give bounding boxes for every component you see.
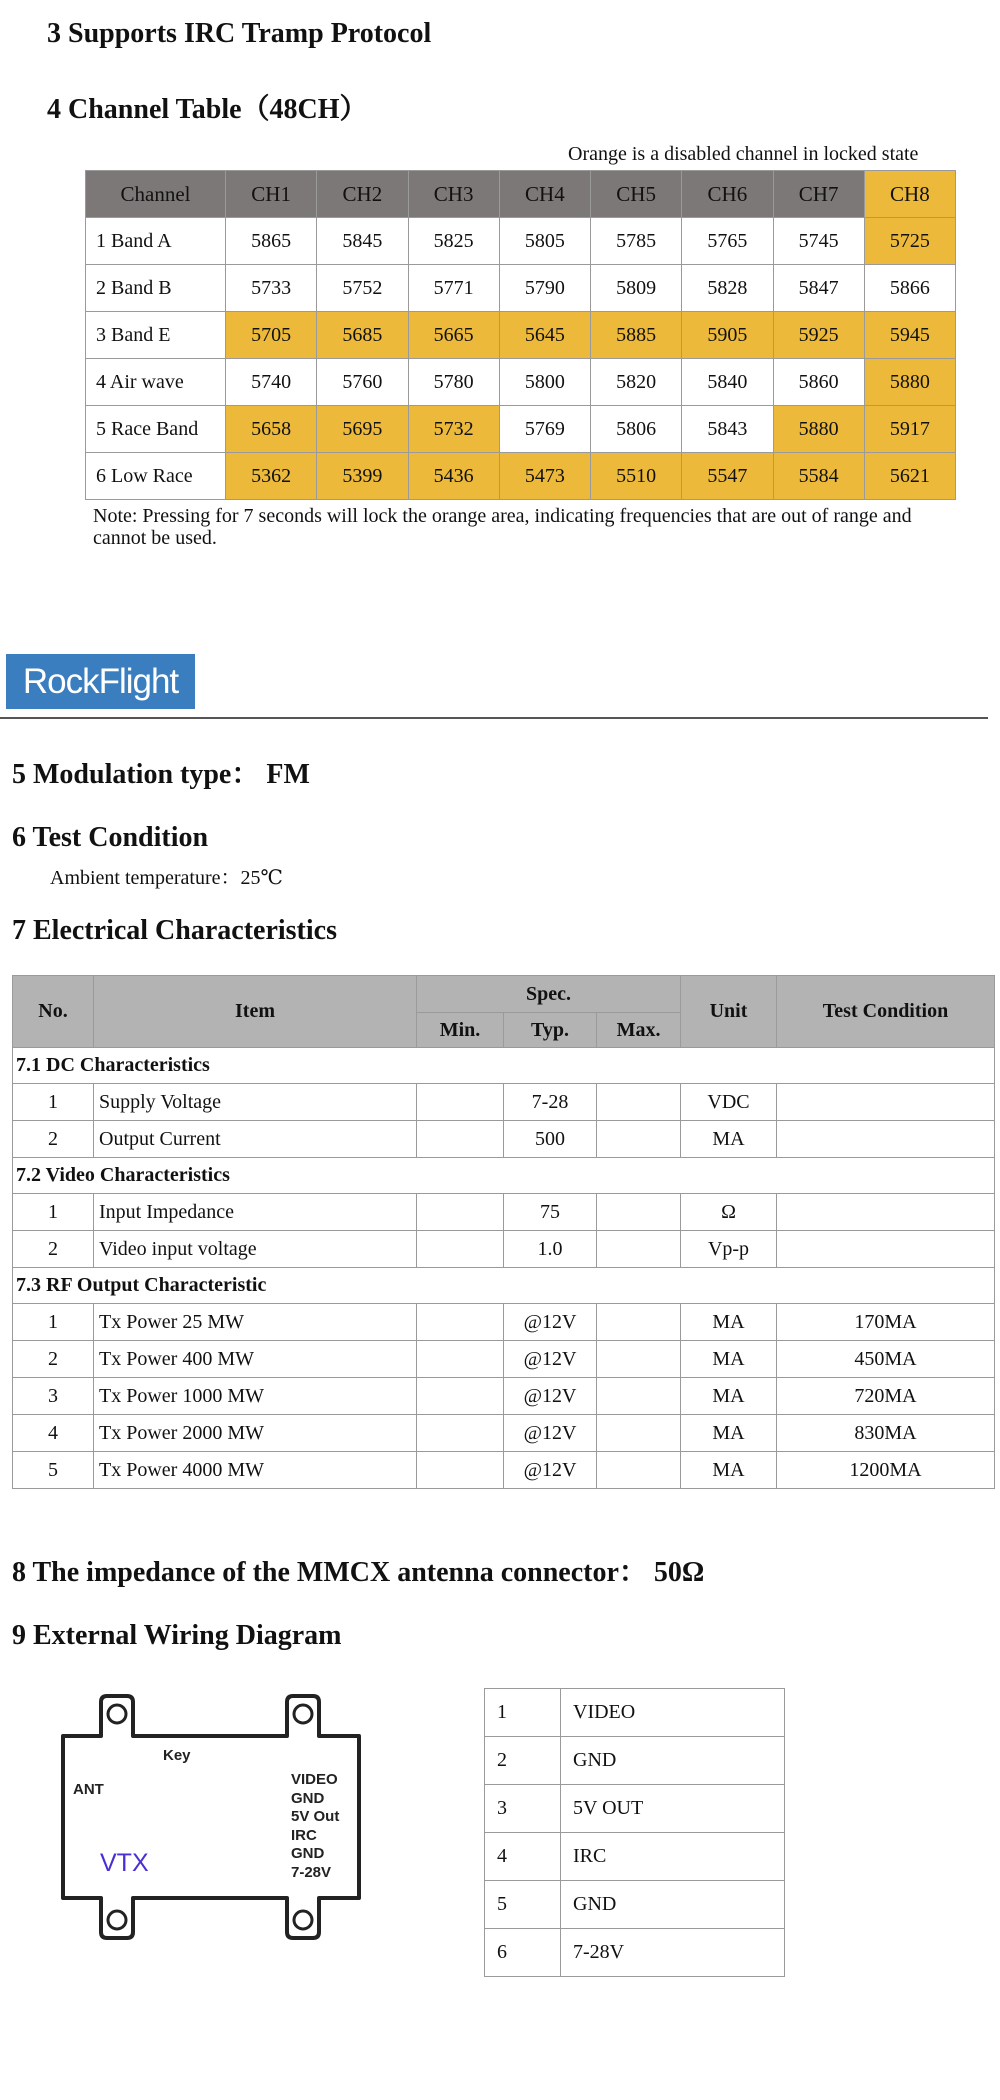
- spec-max: [597, 1341, 681, 1378]
- spec-typ: 75: [504, 1194, 597, 1231]
- frequency-cell: 5733: [226, 265, 317, 312]
- pin-name: 7-28V: [561, 1929, 785, 1977]
- vtx-pin-label: GND: [291, 1789, 325, 1807]
- pin-no: 4: [485, 1833, 561, 1881]
- section-title: 7.3 RF Output Characteristic: [13, 1268, 995, 1304]
- frequency-cell: 5809: [591, 265, 682, 312]
- vtx-pin-label: GND: [291, 1845, 325, 1862]
- frequency-cell-locked: 5665: [408, 312, 499, 359]
- channel-row: [86, 359, 956, 406]
- frequency-cell-locked: 5905: [682, 312, 773, 359]
- channel-column-header: CH3: [408, 171, 499, 218]
- spec-max: [597, 1378, 681, 1415]
- spec-typ: @12V: [504, 1341, 597, 1378]
- section-row: [13, 1158, 995, 1194]
- electrical-header-row: [13, 976, 995, 1013]
- band-name: 2 Band B: [86, 265, 226, 312]
- section-title: 7.2 Video Characteristics: [13, 1158, 995, 1194]
- frequency-cell: 5866: [864, 265, 955, 312]
- spec-row: [13, 1121, 995, 1158]
- pin-no: 6: [485, 1929, 561, 1977]
- spec-cond: 720MA: [777, 1378, 995, 1415]
- frequency-cell: 5840: [682, 359, 773, 406]
- frequency-cell: 5790: [499, 265, 590, 312]
- pin-no: 2: [485, 1737, 561, 1785]
- spec-no: 2: [13, 1341, 94, 1378]
- header-unit: Unit: [681, 976, 777, 1048]
- channel-table: [85, 170, 956, 500]
- spec-no: 1: [13, 1084, 94, 1121]
- spec-typ: 7-28: [504, 1084, 597, 1121]
- frequency-cell-locked: 5399: [317, 453, 408, 500]
- frequency-cell-locked: 5945: [864, 312, 955, 359]
- spec-cond: [777, 1084, 995, 1121]
- frequency-cell: 5745: [773, 218, 864, 265]
- header-test-condition: Test Condition: [777, 976, 995, 1048]
- frequency-cell: 5769: [499, 406, 590, 453]
- spec-no: 2: [13, 1121, 94, 1158]
- channel-header-cell: Channel: [86, 171, 226, 218]
- electrical-table: [12, 975, 995, 1489]
- frequency-cell-locked: 5732: [408, 406, 499, 453]
- spec-min: [417, 1341, 504, 1378]
- spec-no: 1: [13, 1194, 94, 1231]
- spec-item: Tx Power 25 MW: [94, 1304, 417, 1341]
- frequency-cell: 5845: [317, 218, 408, 265]
- spec-item: Tx Power 2000 MW: [94, 1415, 417, 1452]
- frequency-cell-locked: 5645: [499, 312, 590, 359]
- section-row: [13, 1048, 995, 1084]
- pin-row: [485, 1881, 785, 1929]
- spec-unit: Ω: [681, 1194, 777, 1231]
- spec-min: [417, 1378, 504, 1415]
- spec-cond: [777, 1231, 995, 1268]
- channel-column-header: CH8: [864, 171, 955, 218]
- spec-typ: @12V: [504, 1304, 597, 1341]
- pin-row: [485, 1689, 785, 1737]
- vtx-label: VTX: [100, 1849, 149, 1877]
- vtx-pin-label: VIDEO: [291, 1771, 338, 1788]
- spec-unit: VDC: [681, 1084, 777, 1121]
- frequency-cell: 5740: [226, 359, 317, 406]
- header-no: No.: [13, 976, 94, 1048]
- frequency-cell: 5865: [226, 218, 317, 265]
- pin-name: GND: [561, 1881, 785, 1929]
- spec-min: [417, 1452, 504, 1489]
- vtx-pin-label: 5V Out: [291, 1808, 340, 1825]
- frequency-cell: 5860: [773, 359, 864, 406]
- spec-unit: MA: [681, 1121, 777, 1158]
- spec-typ: 500: [504, 1121, 597, 1158]
- frequency-cell-locked: 5880: [864, 359, 955, 406]
- spec-unit: MA: [681, 1341, 777, 1378]
- channel-column-header: CH4: [499, 171, 590, 218]
- spec-item: Input Impedance: [94, 1194, 417, 1231]
- pin-no: 1: [485, 1689, 561, 1737]
- spec-cond: 170MA: [777, 1304, 995, 1341]
- spec-row: [13, 1231, 995, 1268]
- pin-row: [485, 1737, 785, 1785]
- spec-row: [13, 1084, 995, 1121]
- vtx-wiring-diagram: [55, 1692, 367, 1942]
- spec-max: [597, 1415, 681, 1452]
- pin-row: [485, 1833, 785, 1881]
- spec-cond: 450MA: [777, 1341, 995, 1378]
- frequency-cell: 5806: [591, 406, 682, 453]
- frequency-cell: 5843: [682, 406, 773, 453]
- spec-max: [597, 1304, 681, 1341]
- spec-item: Tx Power 4000 MW: [94, 1452, 417, 1489]
- frequency-cell-locked: 5510: [591, 453, 682, 500]
- frequency-cell-locked: 5658: [226, 406, 317, 453]
- band-name: 3 Band E: [86, 312, 226, 359]
- header-spec: Spec.: [417, 976, 681, 1013]
- channel-row: [86, 218, 956, 265]
- frequency-cell: 5828: [682, 265, 773, 312]
- heading-antenna-impedance: 8 The impedance of the MMCX antenna connector： 50Ω: [12, 1557, 705, 1588]
- frequency-cell-locked: 5925: [773, 312, 864, 359]
- pin-table: [484, 1688, 785, 1977]
- frequency-cell: 5847: [773, 265, 864, 312]
- header-typ: Typ.: [504, 1013, 597, 1048]
- pin-no: 5: [485, 1881, 561, 1929]
- frequency-cell-locked: 5547: [682, 453, 773, 500]
- spec-min: [417, 1194, 504, 1231]
- channel-table-header: [86, 171, 956, 218]
- frequency-cell: 5805: [499, 218, 590, 265]
- spec-min: [417, 1231, 504, 1268]
- band-name: 4 Air wave: [86, 359, 226, 406]
- channel-column-header: CH2: [317, 171, 408, 218]
- spec-cond: 830MA: [777, 1415, 995, 1452]
- spec-item: Tx Power 400 MW: [94, 1341, 417, 1378]
- spec-cond: 1200MA: [777, 1452, 995, 1489]
- vtx-pin-label: 7-28V: [291, 1863, 332, 1881]
- spec-typ: @12V: [504, 1452, 597, 1489]
- channel-column-header: CH6: [682, 171, 773, 218]
- spec-typ: @12V: [504, 1415, 597, 1452]
- frequency-cell-locked: 5473: [499, 453, 590, 500]
- frequency-cell: 5800: [499, 359, 590, 406]
- spec-row: [13, 1304, 995, 1341]
- spec-item: Tx Power 1000 MW: [94, 1378, 417, 1415]
- spec-unit: Vp-p: [681, 1231, 777, 1268]
- channel-column-header: CH5: [591, 171, 682, 218]
- spec-no: 1: [13, 1304, 94, 1341]
- spec-min: [417, 1084, 504, 1121]
- spec-item: Video input voltage: [94, 1231, 417, 1268]
- spec-row: [13, 1378, 995, 1415]
- frequency-cell-locked: 5885: [591, 312, 682, 359]
- spec-max: [597, 1121, 681, 1158]
- channel-row: [86, 312, 956, 359]
- heading-wiring-diagram: 9 External Wiring Diagram: [12, 1620, 342, 1651]
- spec-unit: MA: [681, 1304, 777, 1341]
- spec-max: [597, 1452, 681, 1489]
- frequency-cell-locked: 5917: [864, 406, 955, 453]
- spec-cond: [777, 1194, 995, 1231]
- spec-no: 4: [13, 1415, 94, 1452]
- frequency-cell: 5780: [408, 359, 499, 406]
- frequency-cell: 5760: [317, 359, 408, 406]
- pin-name: IRC: [561, 1833, 785, 1881]
- spec-min: [417, 1121, 504, 1158]
- spec-min: [417, 1415, 504, 1452]
- channel-column-header: CH7: [773, 171, 864, 218]
- frequency-cell: 5771: [408, 265, 499, 312]
- pin-name: VIDEO: [561, 1689, 785, 1737]
- pin-row: [485, 1785, 785, 1833]
- section-title: 7.1 DC Characteristics: [13, 1048, 995, 1084]
- frequency-cell-locked: 5695: [317, 406, 408, 453]
- spec-row: [13, 1341, 995, 1378]
- frequency-cell-locked: 5685: [317, 312, 408, 359]
- spec-unit: MA: [681, 1415, 777, 1452]
- channel-row: [86, 265, 956, 312]
- ant-label: ANT: [73, 1781, 104, 1798]
- spec-no: 3: [13, 1378, 94, 1415]
- frequency-cell-locked: 5725: [864, 218, 955, 265]
- spec-typ: 1.0: [504, 1231, 597, 1268]
- frequency-cell-locked: 5362: [226, 453, 317, 500]
- spec-row: [13, 1415, 995, 1452]
- frequency-cell: 5752: [317, 265, 408, 312]
- spec-max: [597, 1194, 681, 1231]
- key-label: Key: [163, 1747, 191, 1764]
- spec-max: [597, 1084, 681, 1121]
- channel-table-caption: Orange is a disabled channel in locked state: [568, 143, 919, 165]
- pin-no: 3: [485, 1785, 561, 1833]
- spec-row: [13, 1194, 995, 1231]
- spec-no: 2: [13, 1231, 94, 1268]
- divider-line: [0, 717, 988, 719]
- frequency-cell: 5785: [591, 218, 682, 265]
- frequency-cell: 5825: [408, 218, 499, 265]
- band-name: 5 Race Band: [86, 406, 226, 453]
- channel-row: [86, 453, 956, 500]
- spec-typ: @12V: [504, 1378, 597, 1415]
- spec-unit: MA: [681, 1378, 777, 1415]
- spec-cond: [777, 1121, 995, 1158]
- spec-row: [13, 1452, 995, 1489]
- section-row: [13, 1268, 995, 1304]
- heading-test-condition: 6 Test Condition: [12, 822, 209, 853]
- band-name: 1 Band A: [86, 218, 226, 265]
- heading-modulation: 5 Modulation type： FM: [12, 759, 310, 790]
- header-item: Item: [94, 976, 417, 1048]
- channel-table-note: Note: Pressing for 7 seconds will lock the orange area, indicating frequencies that are out of range and cannot be used.: [93, 505, 912, 549]
- channel-column-header: CH1: [226, 171, 317, 218]
- frequency-cell: 5765: [682, 218, 773, 265]
- vtx-pin-label: IRC: [291, 1826, 317, 1844]
- pin-name: GND: [561, 1737, 785, 1785]
- band-name: 6 Low Race: [86, 453, 226, 500]
- heading-electrical: 7 Electrical Characteristics: [12, 915, 337, 946]
- frequency-cell-locked: 5880: [773, 406, 864, 453]
- spec-no: 5: [13, 1452, 94, 1489]
- spec-max: [597, 1231, 681, 1268]
- ambient-temperature: Ambient temperature：25℃: [50, 867, 283, 889]
- spec-item: Supply Voltage: [94, 1084, 417, 1121]
- frequency-cell: 5820: [591, 359, 682, 406]
- spec-min: [417, 1304, 504, 1341]
- heading-channel-table: 4 Channel Table（48CH）: [47, 94, 368, 125]
- spec-unit: MA: [681, 1452, 777, 1489]
- spec-item: Output Current: [94, 1121, 417, 1158]
- channel-row: [86, 406, 956, 453]
- header-min: Min.: [417, 1013, 504, 1048]
- rockflight-logo: RockFlight: [6, 654, 195, 709]
- frequency-cell-locked: 5436: [408, 453, 499, 500]
- header-max: Max.: [597, 1013, 681, 1048]
- pin-name: 5V OUT: [561, 1785, 785, 1833]
- pin-row: [485, 1929, 785, 1977]
- frequency-cell-locked: 5584: [773, 453, 864, 500]
- frequency-cell-locked: 5705: [226, 312, 317, 359]
- frequency-cell-locked: 5621: [864, 453, 955, 500]
- heading-irc-tramp: 3 Supports IRC Tramp Protocol: [47, 18, 432, 49]
